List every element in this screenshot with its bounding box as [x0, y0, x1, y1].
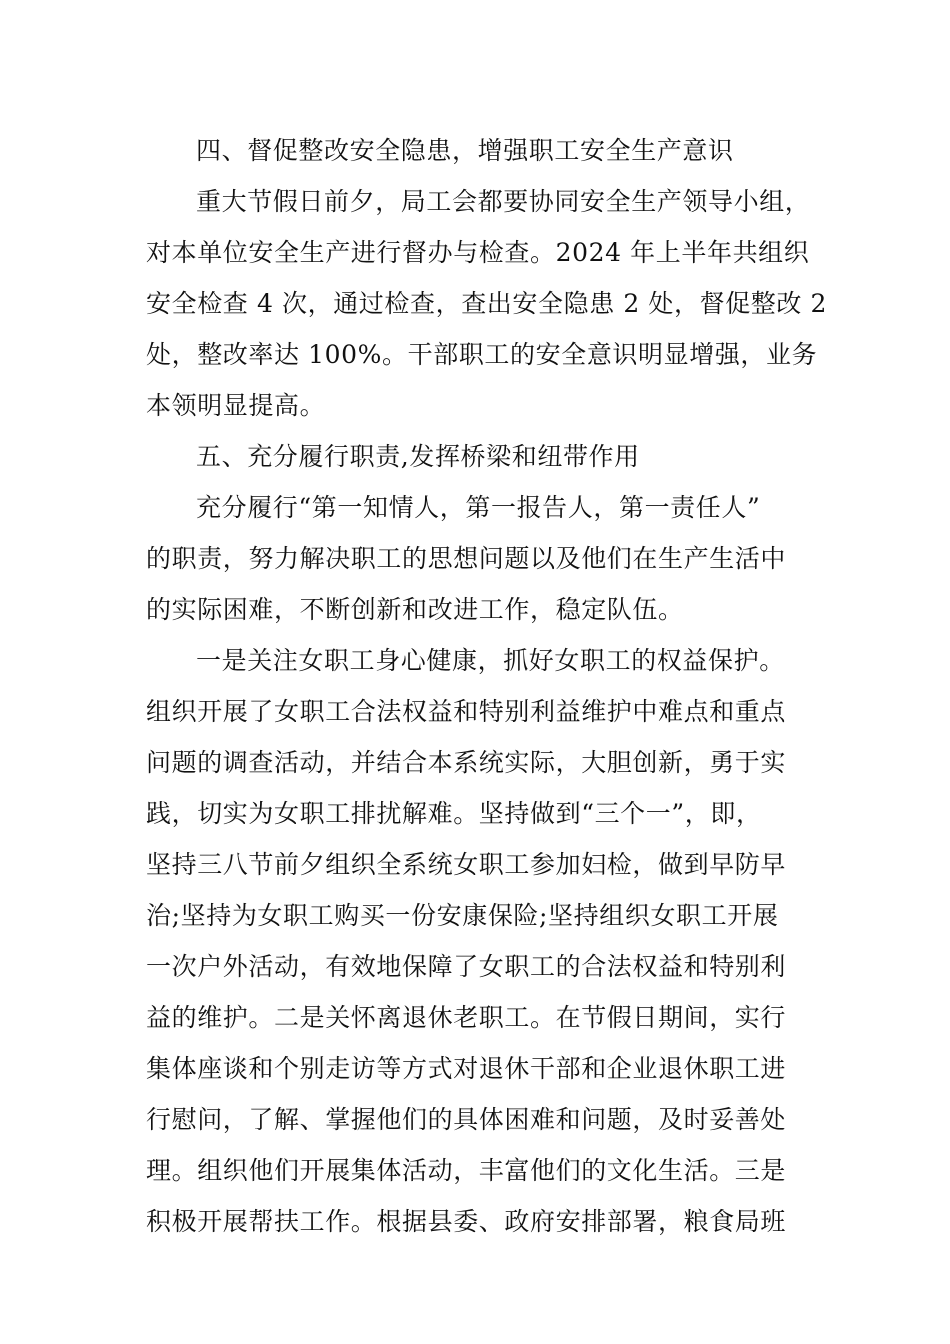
text-line: 的实际困难，不断创新和改进工作，稳定队伍。 [146, 595, 684, 624]
text-line: 理。组织他们开展集体活动，丰富他们的文化生活。三是 [146, 1156, 787, 1185]
text-line: 处，整改率达 100%。干部职工的安全意识明显增强，业务 [146, 340, 818, 369]
section-heading-4 [146, 128, 846, 179]
text-line: 集体座谈和个别走访等方式对退休干部和企业退休职工进 [146, 1054, 787, 1083]
paragraph-female-workers [146, 638, 846, 1250]
text-line: 一次户外活动，有效地保障了女职工的合法权益和特别利 [146, 952, 787, 981]
text-line: 坚持三八节前夕组织全系统女职工参加妇检，做到早防早 [146, 850, 787, 879]
text-line: 行慰问，了解、掌握他们的具体困难和问题，及时妥善处 [146, 1105, 787, 1134]
text-line: 组织开展了女职工合法权益和特别利益维护中难点和重点 [146, 697, 787, 726]
text-line: 本领明显提高。 [146, 391, 326, 420]
text-line: 重大节假日前夕，局工会都要协同安全生产领导小组， [196, 187, 811, 216]
text-line: 四、督促整改安全隐患，增强职工安全生产意识 [196, 136, 734, 165]
text-line: 安全检查 4 次，通过检查，查出安全隐患 2 处，督促整改 2 [146, 289, 828, 318]
text-line: 的职责，努力解决职工的思想问题以及他们在生产生活中 [146, 544, 787, 573]
text-line: 践，切实为女职工排扰解难。坚持做到“三个一”，即， [146, 799, 762, 828]
text-line: 一是关注女职工身心健康，抓好女职工的权益保护。 [196, 646, 785, 675]
text-line: 治;坚持为女职工购买一份安康保险;坚持组织女职工开展 [146, 901, 779, 930]
document-body [146, 128, 846, 1250]
section-heading-5 [146, 434, 846, 485]
text-line: 对本单位安全生产进行督办与检查。2024 年上半年共组织 [146, 238, 810, 267]
paragraph-duties [146, 485, 846, 638]
text-line: 积极开展帮扶工作。根据县委、政府安排部署，粮食局班 [146, 1207, 787, 1236]
text-line: 益的维护。二是关怀离退休老职工。在节假日期间，实行 [146, 1003, 787, 1032]
text-line: 问题的调查活动，并结合本系统实际，大胆创新，勇于实 [146, 748, 787, 777]
paragraph-safety-inspection [146, 179, 846, 434]
text-line: 充分履行“第一知情人，第一报告人，第一责任人” [196, 493, 761, 522]
text-line: 五、充分履行职责,发挥桥梁和纽带作用 [196, 442, 640, 471]
